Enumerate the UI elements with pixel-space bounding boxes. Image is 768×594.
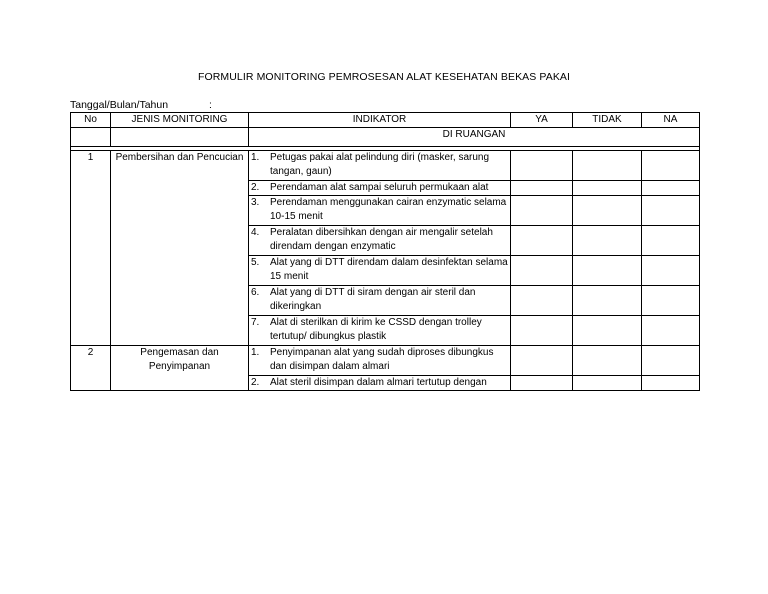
header-row	[71, 113, 700, 128]
check-na[interactable]	[642, 346, 700, 376]
group-jenis: Pengemasan dan Penyimpanan	[111, 346, 249, 391]
check-ya[interactable]	[511, 376, 573, 391]
check-tidak[interactable]	[573, 376, 642, 391]
check-ya[interactable]	[511, 286, 573, 316]
indicator-text: Penyimpanan alat yang sudah diproses dibungkus dan disimpan dalam almari	[270, 347, 494, 372]
group-no: 2	[71, 346, 111, 391]
date-line	[70, 99, 212, 111]
form-title: FORMULIR MONITORING PEMROSESAN ALAT KESEHATAN BEKAS PAKAI	[197, 71, 571, 83]
check-ya[interactable]	[511, 226, 573, 256]
monitoring-table	[70, 112, 700, 391]
header-indikator: INDIKATOR	[249, 113, 511, 128]
indicator-cell	[249, 256, 511, 286]
group-no: 1	[71, 151, 111, 346]
indicator-text: Peralatan dibersihkan dengan air mengalir setelah direndam dengan enzymatic	[270, 227, 493, 252]
indicator-text: Perendaman menggunakan cairan enzymatic selama 10-15 menit	[270, 197, 507, 222]
check-tidak[interactable]	[573, 286, 642, 316]
check-na[interactable]	[642, 151, 700, 181]
indicator-number: 5.	[251, 257, 260, 268]
check-ya[interactable]	[511, 151, 573, 181]
check-ya[interactable]	[511, 316, 573, 346]
check-ya[interactable]	[511, 196, 573, 226]
indicator-text: Petugas pakai alat pelindung diri (masker, sarung tangan, gaun)	[270, 152, 490, 177]
check-na[interactable]	[642, 316, 700, 346]
check-ya[interactable]	[511, 181, 573, 196]
group-jenis: Pembersihan dan Pencucian	[111, 151, 249, 346]
check-tidak[interactable]	[573, 316, 642, 346]
check-na[interactable]	[642, 286, 700, 316]
indicator-number: 1.	[251, 347, 260, 358]
check-na[interactable]	[642, 196, 700, 226]
check-ya[interactable]	[511, 256, 573, 286]
header-ya: YA	[511, 113, 573, 128]
indicator-cell	[249, 286, 511, 316]
indicator-cell	[249, 376, 511, 391]
indicator-cell	[249, 316, 511, 346]
date-colon: :	[209, 99, 212, 111]
indicator-cell	[249, 181, 511, 196]
indicator-number: 2.	[251, 182, 260, 193]
indicator-cell	[249, 151, 511, 181]
check-ya[interactable]	[511, 346, 573, 376]
check-na[interactable]	[642, 256, 700, 286]
date-label: Tanggal/Bulan/Tahun	[70, 99, 169, 111]
check-tidak[interactable]	[573, 181, 642, 196]
table-row	[71, 346, 700, 376]
section-title: DI RUANGAN	[249, 128, 700, 147]
indicator-text: Alat yang di DTT di siram dengan air steril dan dikeringkan	[270, 287, 476, 312]
indicator-cell	[249, 346, 511, 376]
header-tidak: TIDAK	[573, 113, 642, 128]
check-tidak[interactable]	[573, 256, 642, 286]
indicator-number: 6.	[251, 287, 260, 298]
indicator-text: Perendaman alat sampai seluruh permukaan alat	[270, 182, 489, 193]
check-na[interactable]	[642, 226, 700, 256]
check-tidak[interactable]	[573, 151, 642, 181]
check-na[interactable]	[642, 376, 700, 391]
indicator-text: Alat steril disimpan dalam almari tertutup dengan	[270, 377, 487, 388]
indicator-number: 7.	[251, 317, 260, 328]
check-tidak[interactable]	[573, 196, 642, 226]
indicator-cell	[249, 226, 511, 256]
check-tidak[interactable]	[573, 346, 642, 376]
table-row	[71, 151, 700, 181]
indicator-number: 4.	[251, 227, 260, 238]
section-spacer-jenis	[111, 128, 249, 147]
header-no: No	[71, 113, 111, 128]
indicator-number: 2.	[251, 377, 260, 388]
header-jenis: JENIS MONITORING	[111, 113, 249, 128]
indicator-number: 1.	[251, 152, 260, 163]
indicator-text: Alat yang di DTT direndam dalam desinfektan selama 15 menit	[270, 257, 508, 282]
section-spacer-no	[71, 128, 111, 147]
indicator-text: Alat di sterilkan di kirim ke CSSD dengan trolley tertutup/ dibungkus plastik	[270, 317, 482, 342]
indicator-number: 3.	[251, 197, 260, 208]
header-na: NA	[642, 113, 700, 128]
check-na[interactable]	[642, 181, 700, 196]
indicator-cell	[249, 196, 511, 226]
check-tidak[interactable]	[573, 226, 642, 256]
